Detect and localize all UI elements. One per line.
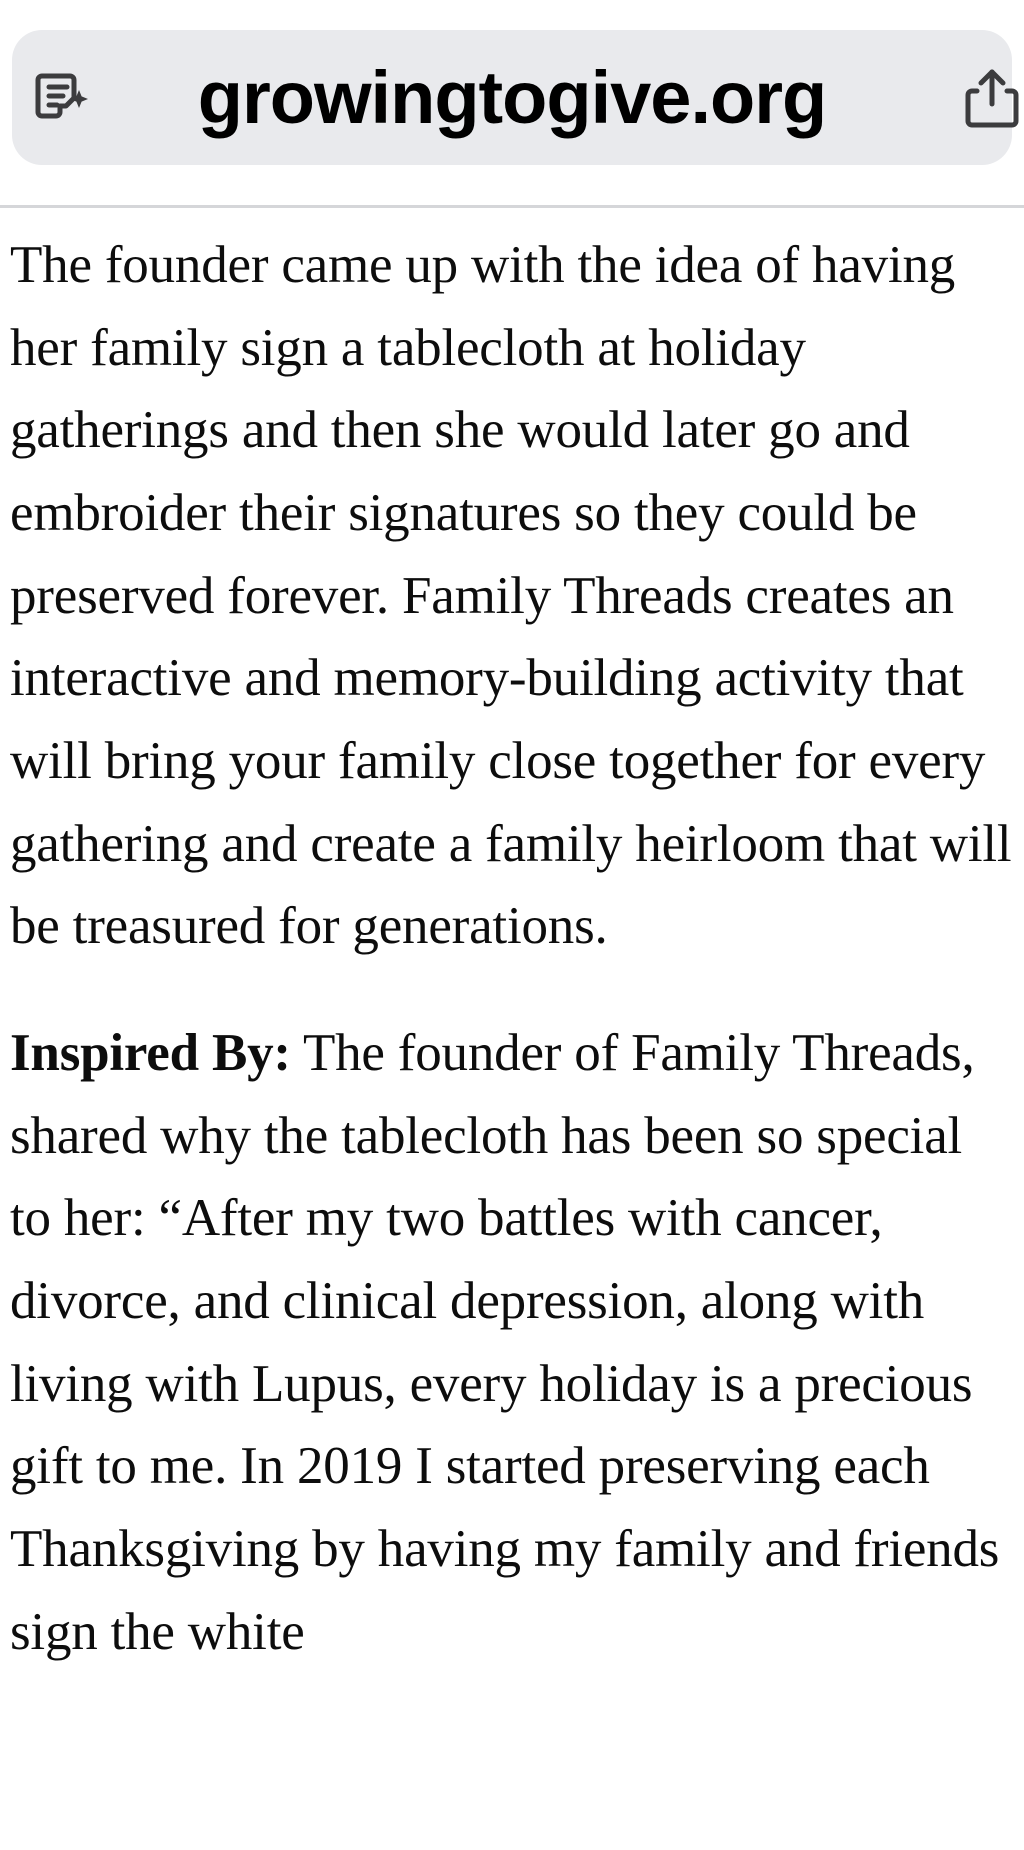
address-bar[interactable] bbox=[12, 30, 1012, 165]
article-paragraph bbox=[10, 1012, 1014, 1673]
paragraph-text: The founder came up with the idea of having her family sign a tablecloth at holiday gatherings and then she would later go and embroider their signatures so they could be preserved forever. Family Threads creates an interactive and memory-building activity that will bring your family close together for every gathering and create a family heirloom that will be treasured for generations. bbox=[10, 236, 1012, 956]
browser-toolbar bbox=[0, 0, 1024, 205]
share-icon[interactable] bbox=[964, 67, 1020, 129]
article-content bbox=[0, 208, 1024, 1673]
article-paragraph bbox=[10, 224, 1014, 968]
paragraph-lead-label: Inspired By: bbox=[10, 1024, 291, 1083]
url-text[interactable]: growingtogive.org bbox=[197, 55, 827, 139]
reader-view-icon[interactable] bbox=[34, 70, 90, 126]
paragraph-text: The founder of Family Threads, shared why the tablecloth has been so special to her: “After my two battles with cancer, divorce, and clinical depression, along with living with Lupus, every holiday is a precious gift to me. In 2019 I started preserving each Thanksgiving by having my family and friends sign the white bbox=[10, 1024, 1000, 1661]
